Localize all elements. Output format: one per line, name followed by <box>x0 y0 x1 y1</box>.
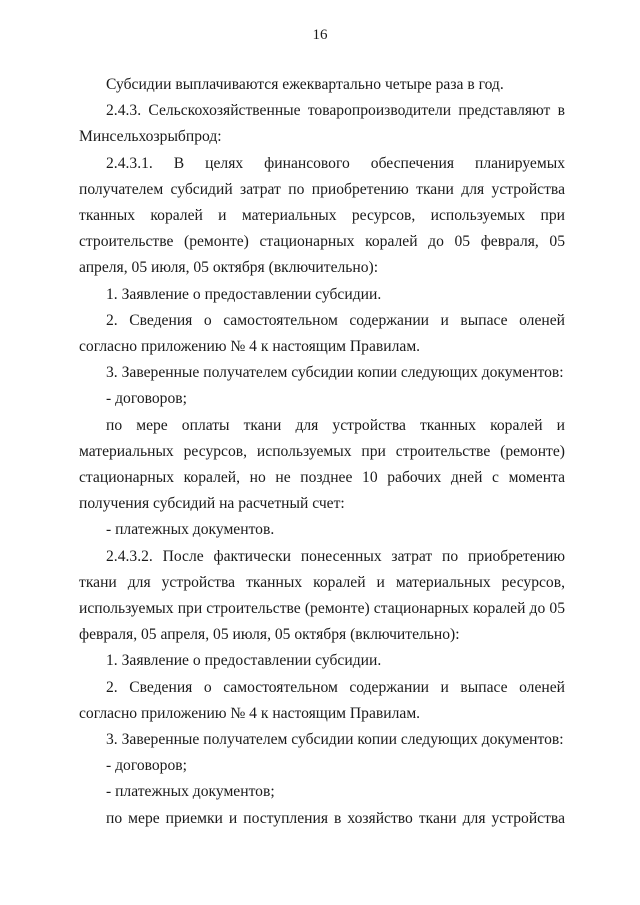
list-item-deer-info: 2. Сведения о самостоятельном содержании и выпасе оленей согласно приложению № 4 к настоящим Правилам. <box>79 311 565 356</box>
list-item-contracts: - договоров; <box>106 390 187 408</box>
paragraph-2-4-3: 2.4.3. Сельскохозяйственные товаропроизводители представляют в Минсельхозрыбпрод: <box>79 102 565 146</box>
paragraph-2-4-3-2: 2.4.3.2. После фактически понесенных затрат по приобретению ткани для устройства тканных коралей и материальных ресурсов, используемых при строительстве (ремонте) стационарных коралей до 05 февраля, 05 апреля, 05 июля, 05 октября (включительно): <box>79 547 565 644</box>
list-item-payment-documents: - платежных документов. <box>106 521 275 539</box>
paragraph-acceptance-condition: по мере приемки и поступления в хозяйство ткани для устройства <box>106 809 565 827</box>
list-item-certified-copies-2: 3. Заверенные получателем субсидии копии следующих документов: <box>106 731 564 749</box>
list-item-application: 1. Заявление о предоставлении субсидии. <box>106 285 382 303</box>
paragraph-subsidy-payment: Субсидии выплачиваются ежеквартально четыре раза в год. <box>106 76 504 93</box>
document-body <box>79 72 565 832</box>
paragraph-2-4-3-1: 2.4.3.1. В целях финансового обеспечения планируемых получателем субсидий затрат по приобретению ткани для устройства тканных коралей и материальных ресурсов, используемых при строительстве (ремонте) стационарных коралей до 05 февраля, 05 апреля, 05 июля, 05 октября (включительно): <box>79 154 565 277</box>
list-item-deer-info-2: 2. Сведения о самостоятельном содержании и выпасе оленей согласно приложению № 4 к настоящим Правилам. <box>79 678 565 722</box>
list-item-payment-documents-2: - платежных документов; <box>106 783 275 801</box>
list-item-contracts-2: - договоров; <box>106 757 187 775</box>
list-item-application-2: 1. Заявление о предоставлении субсидии. <box>106 652 382 670</box>
page-number: 16 <box>312 27 328 43</box>
paragraph-payment-condition: по мере оплаты ткани для устройства тканных коралей и материальных ресурсов, используемых при строительстве (ремонте) стационарных коралей, но не позднее 10 рабочих дней с момента получения субсидий на расчетный счет: <box>79 416 565 513</box>
list-item-certified-copies: 3. Заверенные получателем субсидии копии следующих документов: <box>106 364 564 382</box>
